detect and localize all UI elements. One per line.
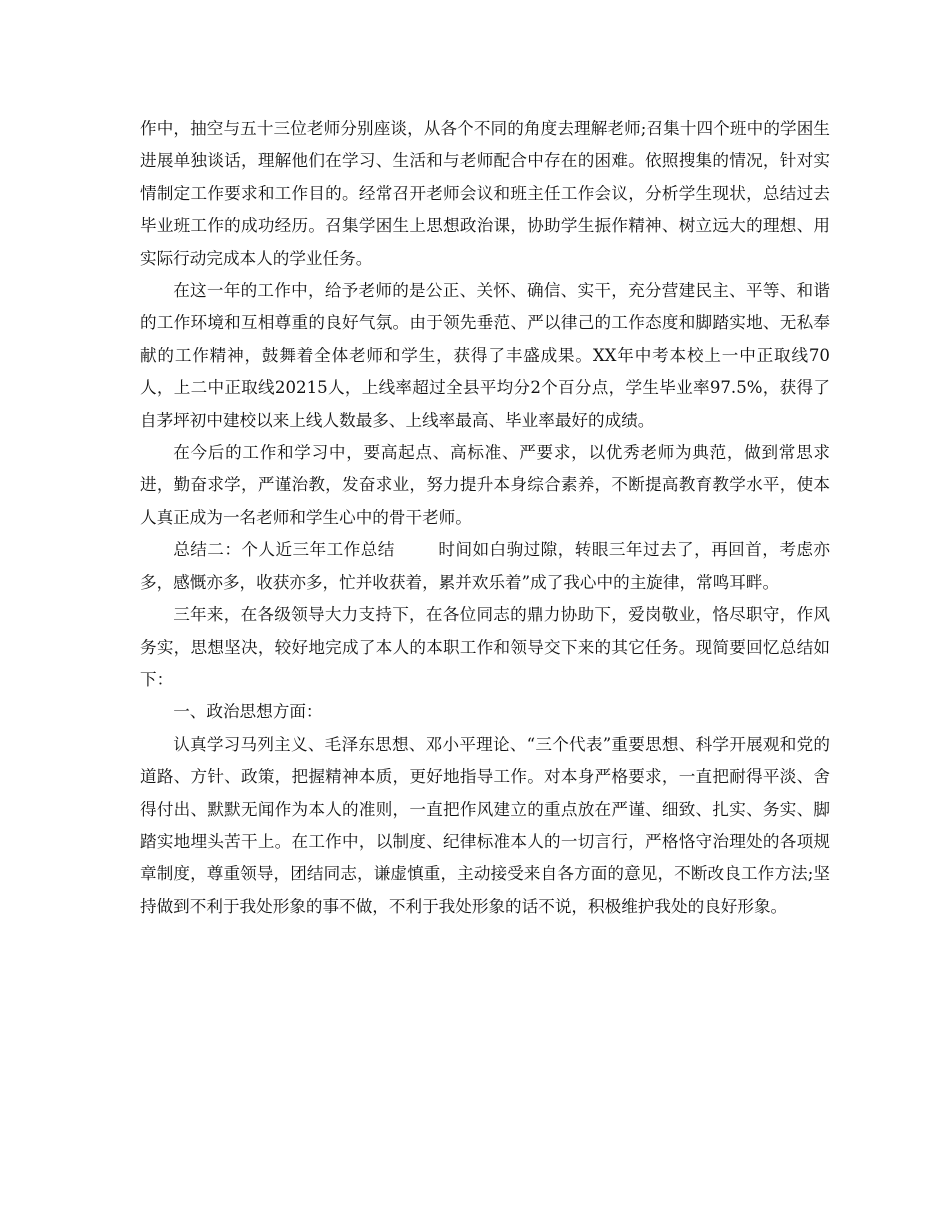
paragraph-1: 作中，抽空与五十三位老师分别座谈，从各个不同的角度去理解老师;召集十四个班中的学困生进展单独谈话，理解他们在学习、生活和与老师配合中存在的困难。依照搜集的情况，针对实情制定工作要求和工作目的。经常召开老师会议和班主任工作会议，分析学生现状，总结过去毕业班工作的成功经历。召集学困生上思想政治课，协助学生振作精神、树立远大的理想、用实际行动完成本人的学业任务。 bbox=[140, 119, 830, 268]
document-body bbox=[140, 113, 830, 923]
paragraph-3: 在今后的工作和学习中，要高起点、高标准、严要求，以优秀老师为典范，做到常思求进，勤奋求学，严谨治教，发奋求业，努力提升本身综合素养，不断提高教育教学水平，使本人真正成为一名老师和学生心中的骨干老师。 bbox=[140, 443, 830, 527]
paragraph-7: 认真学习马列主义、毛泽东思想、邓小平理论、“三个代表”重要思想、科学开展观和党的道路、方针、政策，把握精神本质，更好地指导工作。对本身严格要求，一直把耐得平淡、舍得付出、默默无闻作为本人的准则，一直把作风建立的重点放在严谨、细致、扎实、务实、脚踏实地埋头苦干上。在工作中，以制度、纪律标准本人的一切言行，严格恪守治理处的各项规章制度，尊重领导，团结同志，谦虚慎重，主动接受来自各方面的意见，不断改良工作方法;坚持做到不利于我处形象的事不做，不利于我处形象的话不说，积极维护我处的良好形象。 bbox=[140, 734, 830, 916]
paragraph-4-text: 时间如白驹过隙，转眼三年过去了，再回首，考虑亦多，感慨亦多，收获亦多，忙并收获着，累并欢乐着”成了我心中的主旋律，常鸣耳畔。 bbox=[140, 540, 831, 592]
section-heading-politics: 一、政治思想方面： bbox=[173, 702, 323, 722]
section-title: 总结二：个人近三年工作总结 bbox=[173, 540, 395, 560]
paragraph-2: 在这一年的工作中，给予老师的是公正、关怀、确信、实干，充分营建民主、平等、和谐的工作环境和互相尊重的良好气氛。由于领先垂范、严以律己的工作态度和脚踏实地、无私奉献的工作精神，鼓舞着全体老师和学生，获得了丰盛成果。XX年中考本校上一中正取线70人，上二中正取线20215人，上线率超过全县平均分2个百分点，学生毕业率97.5%，获得了自茅坪初中建校以来上线人数最多、上线率最高、毕业率最好的成绩。 bbox=[140, 281, 830, 430]
paragraph-4 bbox=[140, 534, 830, 599]
paragraph-5: 三年来，在各级领导大力支持下，在各位同志的鼎力协助下，爱岗敬业，恪尽职守，作风务实，思想坚决，较好地完成了本人的本职工作和领导交下来的其它任务。现简要回忆总结如下： bbox=[140, 605, 830, 689]
